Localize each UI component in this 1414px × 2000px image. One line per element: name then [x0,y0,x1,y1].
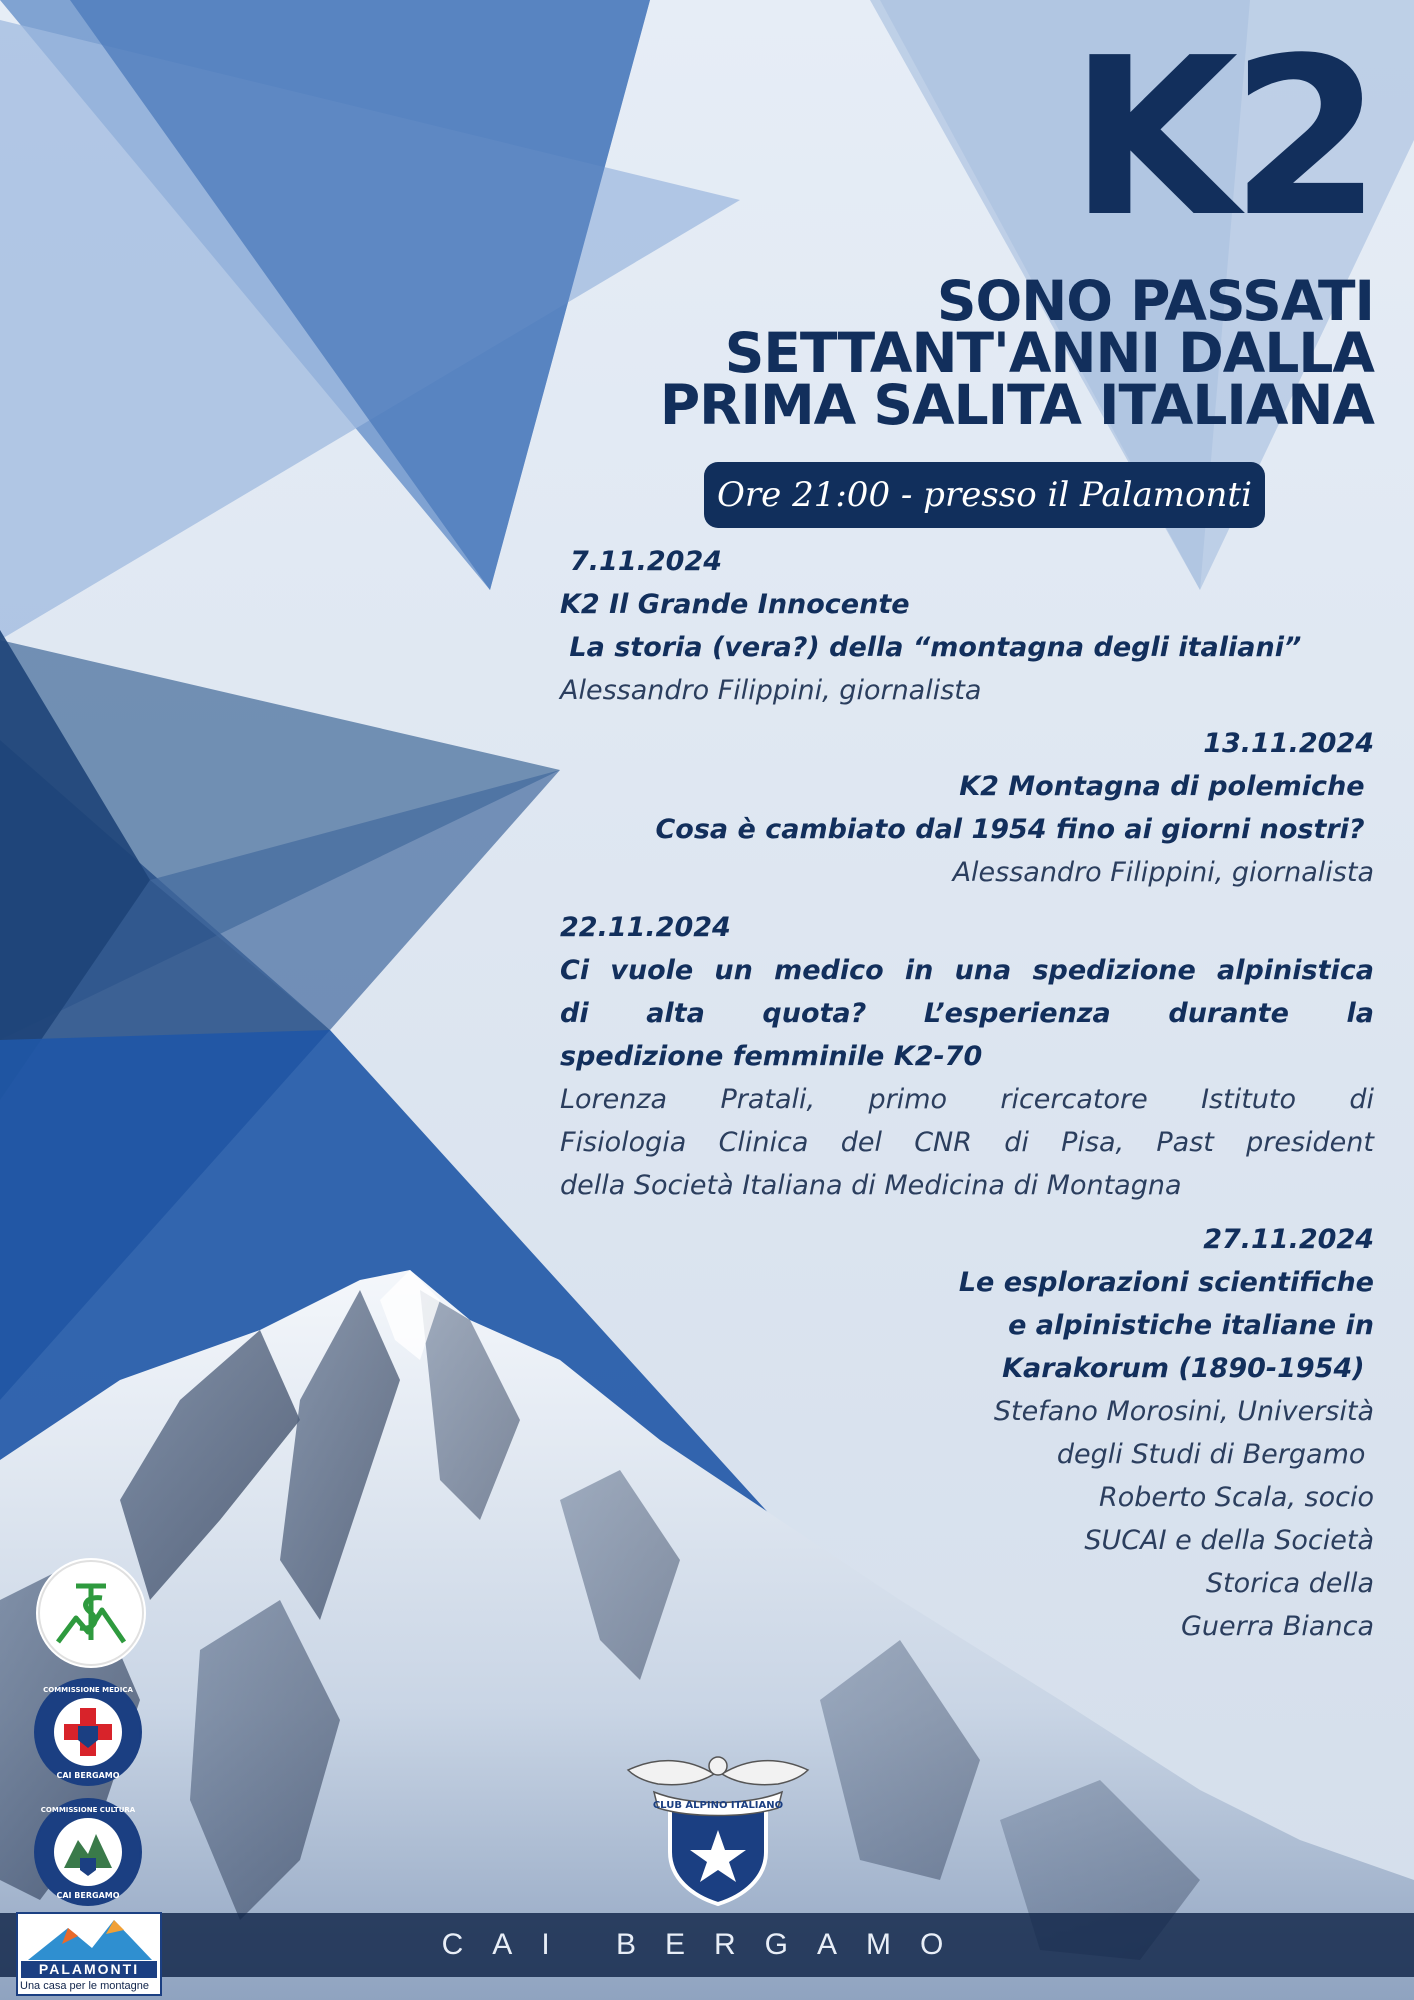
subtitle-line: PRIMA SALITA ITALIANA [659,373,1374,437]
event-speaker-line: degli Studi di Bergamo [1056,1439,1374,1470]
cai-eagle-emblem [618,1744,818,1910]
event-title-line: spedizione femminile K2-70 [560,1041,983,1072]
event-speaker-line: Guerra Bianca [1180,1611,1374,1642]
sucai-mountain-icon [36,1558,146,1668]
event-speaker-line: Roberto Scala, socio [1098,1482,1374,1513]
event-1 [560,540,1380,712]
event-speaker-line: Storica della [1205,1568,1374,1599]
event-4 [840,1218,1374,1648]
time-location-badge: Ore 21:00 - presso il Palamonti [704,462,1265,528]
event-title-line: Cosa è cambiato dal 1954 fino ai giorni nostri? [655,814,1374,845]
event-title-line: e alpinistiche italiane in [1008,1310,1374,1341]
event-title-line: di alta quota? L’esperienza durante la [560,998,1374,1029]
commissione-medica-logo [34,1678,142,1786]
palamonti-tagline: Una casa per le montagne [20,1980,150,1992]
event-speaker-line: Alessandro Filippini, giornalista [560,675,982,706]
palamonti-mountain-icon [18,1914,160,1962]
subtitle-line: SETTANT'ANNI DALLA [724,321,1374,385]
subtitle-line: SONO PASSATI [936,269,1374,333]
event-date: 22.11.2024 [560,912,731,943]
event-speaker-line: Stefano Morosini, Università [993,1396,1374,1427]
cultura-ring-text: COMMISSIONE CULTURA [40,1806,136,1814]
commissione-cultura-logo [34,1798,142,1906]
commissione-medica-emblem [34,1678,142,1786]
medica-ring-text: COMMISSIONE MEDICA [43,1686,133,1694]
event-title-line: Le esplorazioni scientifiche [958,1267,1374,1298]
event-speaker-line: Lorenza Pratali, primo ricercatore Istituto di [560,1084,1374,1115]
event-date: 13.11.2024 [1203,728,1374,759]
event-date: 7.11.2024 [570,546,723,577]
subtitle [474,269,1374,437]
palamonti-name: PALAMONTI [21,1961,157,1978]
medica-sub-text: CAI BERGAMO [56,1771,120,1780]
event-title-line: K2 Il Grande Innocente [560,589,910,620]
event-speaker-line: Alessandro Filippini, giornalista [952,857,1374,888]
cai-ribbon-text: CLUB ALPINO ITALIANO [652,1800,784,1811]
event-title-line: K2 Montagna di polemiche [959,771,1374,802]
footer-org: CAI BERGAMO [441,1928,973,1961]
event-speaker-line: Fisiologia Clinica del CNR di Pisa, Past president [560,1127,1374,1158]
event-title-line: La storia (vera?) della “montagna degli italiani” [560,632,1302,663]
event-date: 27.11.2024 [1203,1224,1374,1255]
event-title-line: Ci vuole un medico in una spedizione alpinistica [560,955,1374,986]
cultura-sub-text: CAI BERGAMO [56,1891,120,1900]
event-3 [560,906,1374,1207]
sucai-logo [36,1558,146,1668]
title-k2: K2 [1069,12,1374,265]
palamonti-logo [16,1912,162,1996]
commissione-cultura-emblem [34,1798,142,1906]
event-title-line: Karakorum (1890-1954) [1002,1353,1374,1384]
event-speaker-line: SUCAI e della Società [1084,1525,1374,1556]
event-2 [520,722,1374,894]
event-speaker-line: della Società Italiana di Medicina di Montagna [560,1170,1182,1201]
